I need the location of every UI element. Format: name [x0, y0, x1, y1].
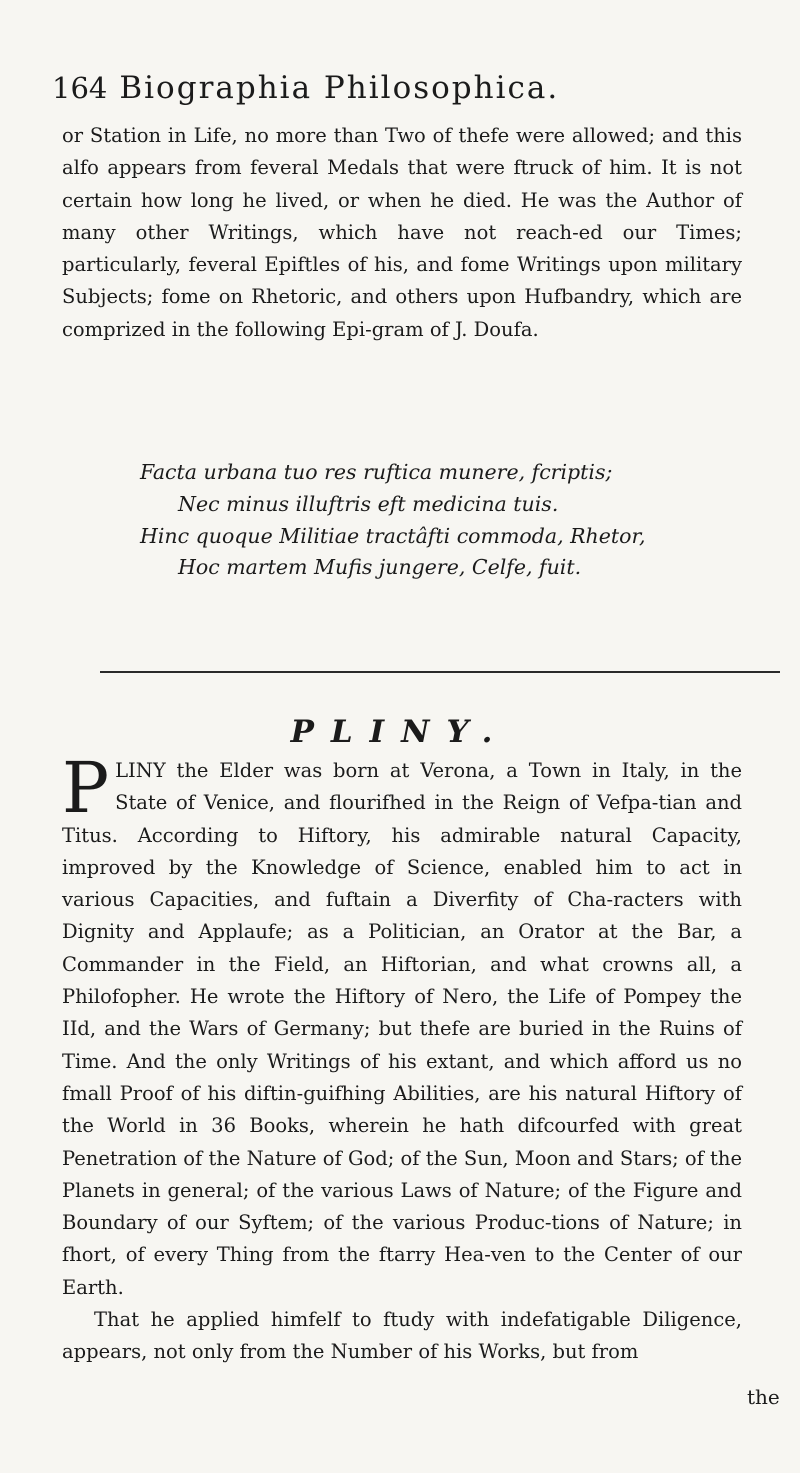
- epigram-line: Nec minus illuftris eft medicina tuis.: [178, 491, 559, 516]
- epigram-line: Hinc quoque Militiae tractâfti commoda, Rhetor,: [140, 523, 646, 548]
- drop-cap: P: [62, 747, 110, 829]
- epigram-line: Facta urbana tuo res ruftica munere, fcriptis;: [140, 460, 613, 484]
- section-divider: [100, 671, 780, 673]
- section-title: PLINY.: [290, 714, 510, 750]
- running-head: [52, 70, 559, 106]
- pliny-paragraph-1: [62, 747, 742, 1304]
- epigram-line: Hoc martem Mufis jungere, Celfe, fuit.: [178, 555, 582, 580]
- epigram: [140, 457, 760, 584]
- pliny-paragraph-2: That he applied himfelf to ftudy with indefatigable Diligence, appears, not only from the Number of his Works, but from: [62, 1308, 742, 1364]
- intro-paragraph-block: [62, 120, 742, 346]
- catchword: the: [747, 1385, 780, 1409]
- page-number: 164: [52, 71, 108, 105]
- intro-paragraph: or Station in Life, no more than Two of thefe were allowed; and this alfo appears from feveral Medals that were ftruck of him. It is not certain how long he lived, or when he died. He was the Author of many other Writings, which have not reach-ed our Times; particularly, feveral Epiftles of his, and fome Writings upon military Subjects; fome on Rhetoric, and others upon Hufbandry, which are comprized in the following Epi-gram of J. Doufa.: [62, 124, 742, 341]
- main-text: [62, 747, 742, 1369]
- running-title: Biographia Philosophica.: [119, 70, 560, 106]
- pliny-paragraph-1-text: LINY the Elder was born at Verona, a Town in Italy, in the State of Venice, and flourifhed in the Reign of Vefpa-tian and Titus. According to Hiftory, his admirable natural Capacity, improved by the Knowledge of Science, enabled him to act in various Capacities, and fuftain a Diverfity of Cha-racters with Dignity and Applaufe; as a Politician, an Orator at the Bar, a Commander in the Field, an Hiftorian, and what crowns all, a Philofopher. He wrote the Hiftory of Nero, the Life of Pompey the IId, and the Wars of Germany; but thefe are buried in the Ruins of Time. And the only Writings of his extant, and which afford us no fmall Proof of his diftin-guifhing Abilities, are his natural Hiftory of the World in 36 Books, wherein he hath difcourfed with great Penetration of the Nature of God; of the Sun, Moon and Stars; of the Planets in general; of the various Laws of Nature; of the Figure and Boundary of our Syftem; of the various Produc-tions of Nature; in fhort, of every Thing from the ftarry Hea-ven to the Center of our Earth.: [62, 759, 742, 1299]
